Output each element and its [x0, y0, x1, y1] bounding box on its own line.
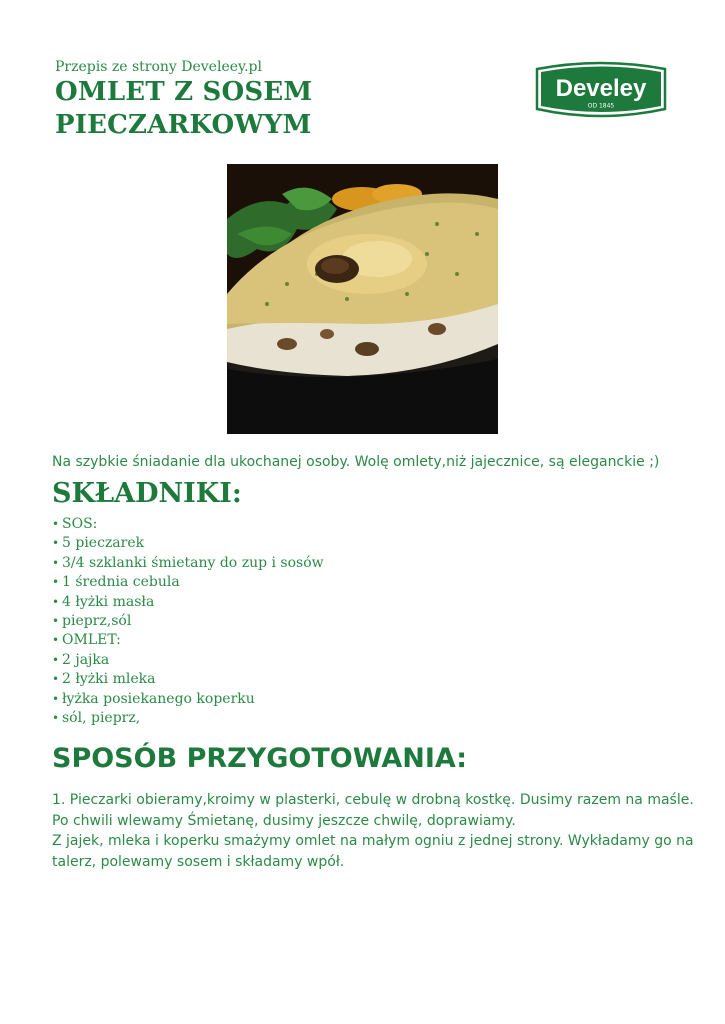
bullet-icon: • — [52, 575, 60, 590]
recipe-title — [55, 76, 312, 142]
bullet-icon: • — [52, 633, 60, 648]
list-item: • 5 pieczarek — [52, 534, 324, 553]
bullet-icon: • — [52, 672, 60, 687]
method-line: Z jajek, mleka i koperku smażymy omlet na małym ogniu z jednej strony. Wykładamy go na — [52, 833, 694, 849]
bullet-icon: • — [52, 710, 60, 725]
recipe-title-line-2: PIECZARKOWYM — [55, 110, 312, 140]
omelette-photo — [227, 164, 498, 434]
bullet-icon: • — [52, 613, 60, 628]
recipe-title-line-1: OMLET Z SOSEM — [55, 77, 313, 107]
intro-text: Na szybkie śniadanie dla ukochanej osoby. Wolę omlety,niż jajecznice, są eleganckie ;) — [52, 454, 660, 470]
method-line: Po chwili wlewamy Śmietanę, dusimy jeszcze chwilę, doprawiamy. — [52, 812, 516, 829]
list-item: • 4 łyżki masła — [52, 593, 324, 612]
bullet-icon: • — [52, 536, 60, 551]
list-item: • 2 łyżki mleka — [52, 670, 324, 689]
list-item: • pieprz,sól — [52, 612, 324, 631]
bullet-icon: • — [52, 594, 60, 609]
logo-brand-text: Develey — [555, 75, 647, 102]
list-item: • sól, pieprz, — [52, 709, 324, 728]
logo-since-text: OD 1845 — [587, 102, 615, 110]
bullet-icon: • — [52, 652, 60, 667]
list-item: • 3/4 szklanki śmietany do zup i sosów — [52, 554, 324, 573]
method-line: talerz, polewamy sosem i składamy wpół. — [52, 853, 345, 870]
method-text — [52, 790, 694, 872]
source-line: Przepis ze strony Develeey.pl — [55, 59, 262, 75]
bullet-icon: • — [52, 517, 60, 531]
ingredients-heading: SKŁADNIKI: — [52, 478, 242, 509]
develey-logo — [531, 59, 671, 123]
ingredients-list — [52, 515, 324, 728]
list-item: • SOS: — [52, 515, 324, 534]
list-item: • 2 jajka — [52, 651, 324, 670]
bullet-icon: • — [52, 555, 60, 570]
list-item: • 1 średnia cebula — [52, 573, 324, 592]
list-item: • łyżka posiekanego koperku — [52, 690, 324, 709]
list-item: • OMLET: — [52, 631, 324, 650]
bullet-icon: • — [52, 691, 60, 706]
method-line: 1. Pieczarki obieramy,kroimy w plasterki, cebulę w drobną kostkę. Dusimy razem na maśle. — [52, 792, 694, 808]
method-heading: SPOSÓB PRZYGOTOWANIA: — [52, 743, 468, 774]
